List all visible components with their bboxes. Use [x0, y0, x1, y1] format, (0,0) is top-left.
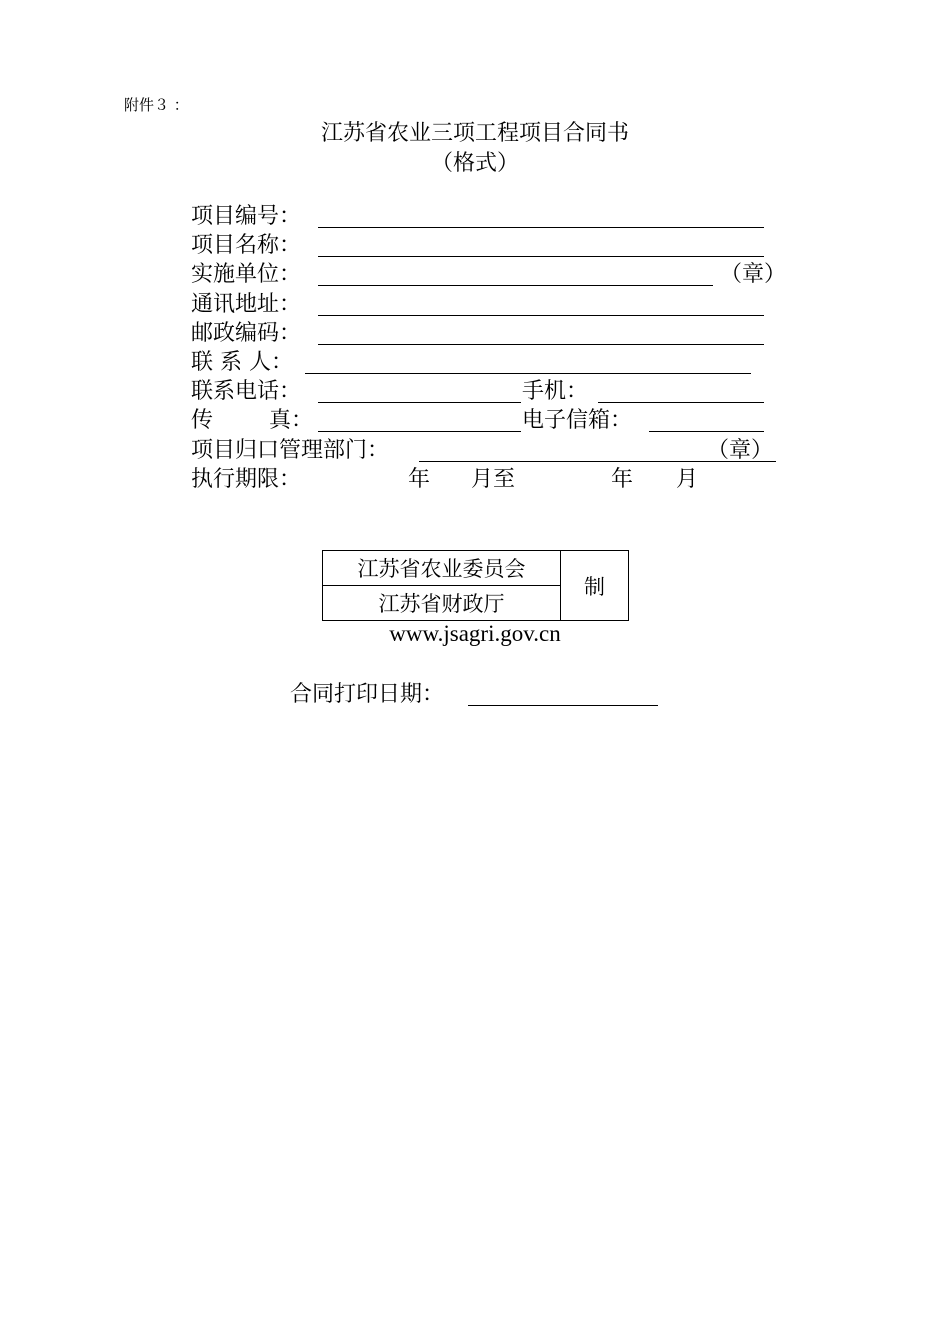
label-fax: 传	[191, 408, 214, 434]
field-print-date[interactable]	[468, 705, 658, 706]
row-address	[191, 290, 791, 319]
row-period	[191, 465, 791, 494]
label-postcode: 邮政编码：	[191, 320, 302, 346]
period-start-month: 月至	[471, 466, 516, 492]
row-implementer	[191, 260, 791, 289]
label-phone: 联系电话：	[191, 379, 302, 405]
print-date	[290, 680, 444, 709]
field-phone[interactable]	[318, 402, 521, 403]
field-project-name[interactable]	[318, 256, 764, 257]
document-title: 江苏省农业三项工程项目合同书	[320, 121, 629, 146]
field-postcode[interactable]	[318, 344, 764, 345]
field-contact[interactable]	[305, 373, 751, 374]
label-project-name: 项目名称：	[191, 233, 302, 259]
row-phone	[191, 377, 791, 406]
row-project-no	[191, 202, 791, 231]
issuer-made-by: 制	[561, 551, 629, 621]
label-address: 通讯地址：	[191, 291, 302, 317]
period-end-month: 月	[676, 466, 699, 492]
attachment-note: 附件３ ：	[124, 96, 189, 114]
label-email: 电子信箱：	[522, 408, 633, 434]
row-postcode	[191, 319, 791, 348]
period-end-year: 年	[611, 466, 634, 492]
dept-seal: （章）	[707, 437, 774, 463]
field-implementer[interactable]	[318, 285, 713, 286]
label-mobile: 手机：	[522, 379, 589, 405]
issuer-org-finance: 江苏省财政厅	[323, 586, 561, 621]
issuer-org-agriculture: 江苏省农业委员会	[323, 551, 561, 586]
issuer-table	[322, 550, 629, 621]
row-project-name	[191, 231, 791, 260]
label-print-date: 合同打印日期：	[290, 682, 445, 707]
row-contact	[191, 348, 791, 377]
field-fax[interactable]	[318, 431, 521, 432]
label-fax-suffix: 真：	[269, 408, 314, 434]
row-dept	[191, 436, 791, 465]
field-address[interactable]	[318, 315, 764, 316]
row-fax	[191, 406, 791, 435]
label-project-no: 项目编号：	[191, 204, 302, 229]
label-dept: 项目归口管理部门：	[191, 437, 390, 463]
implementer-seal: （章）	[720, 262, 787, 288]
field-project-no[interactable]	[318, 227, 764, 228]
website-link[interactable]: www.jsagri.gov.cn	[389, 621, 561, 646]
contract-form	[191, 202, 791, 494]
label-implementer: 实施单位：	[191, 262, 302, 288]
period-start-year: 年	[408, 466, 431, 492]
label-period: 执行期限：	[191, 466, 302, 492]
field-mobile[interactable]	[598, 402, 764, 403]
field-email[interactable]	[649, 431, 764, 432]
label-contact: 联 系 人：	[191, 349, 293, 375]
document-subtitle: （格式）	[430, 151, 519, 176]
